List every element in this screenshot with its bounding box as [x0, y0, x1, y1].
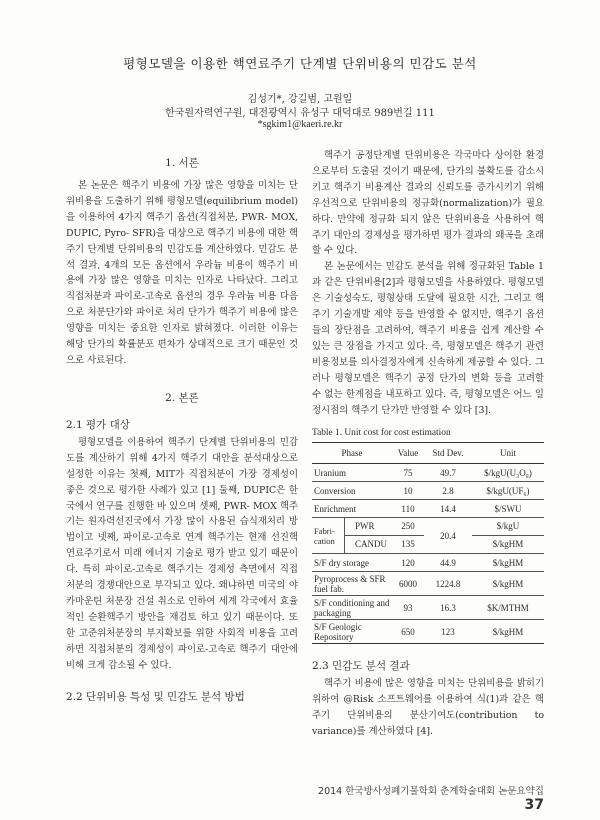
cell-std: 49.7 [424, 464, 472, 482]
section-2-heading: 2. 본론 [165, 391, 199, 404]
col-header-phase: Phase [312, 443, 392, 464]
cell-value: 110 [392, 500, 424, 518]
cell-fab-units [472, 518, 544, 554]
cell-phase: S/F conditioning and packaging [312, 596, 392, 620]
col-header-unit: Unit [472, 443, 544, 464]
section-2-3-paragraph: 핵주기 비용에 많은 영향을 미치는 단위비용을 밝히기 위하여 @Risk 소프트웨어를 이용하여 식(1)과 같은 핵주기 단위비용의 분산기여도(contribution to variance)를 계산하였다 [4]. [312, 678, 544, 738]
table-caption: Table 1. Unit cost for cost estimation [312, 428, 451, 439]
cell-unit: $/kgU(UF₆) [472, 482, 544, 500]
right-paragraph-2: 본 논문에서는 민감도 분석을 위해 정규화된 Table 1과 같은 단위비용[2]과 평형모델을 사용하였다. 평형모델은 기술성숙도, 평형상태 도달에 필요한 시간, 그리고 핵주기 기술개발 제약 등을 반영할 수 없지만, 핵주기 옵션들의 장단점을 고려하여, 핵주기 비용을 쉽게 계산할 수 있는 큰 장점을 가지고 있다. 즉, 평형모델은 핵주기 관련 비용정보를 의사결정자에게 신속하게 제공할 수 있다. 그러나 평형모델은 핵주기 공정 단가의 변화 등을 고려할 수 없는 한계점을 내포하고 있다. 즉, 평형모델은 어느 일정시점의 핵주기 단가만 반영할 수 있다 [3]. [312, 261, 544, 416]
cell-unit: $/kgHM [472, 572, 544, 596]
fab-pwr-label: PWR [345, 518, 392, 536]
footer-proceedings-title: 2014 한국방사성폐기물학회 춘계학술대회 논문요약집 [318, 786, 544, 797]
fab-std: 20.4 [424, 518, 472, 554]
fab-candu-value: 135 [401, 539, 415, 550]
paper-title: 평형모델을 이용한 핵연료주기 단계별 단위비용의 민감도 분석 [123, 56, 477, 71]
fab-pwr-value: 250 [392, 518, 424, 536]
cell-phase: Uranium [312, 464, 392, 482]
table-row [312, 572, 544, 596]
col-header-value: Value [392, 443, 424, 464]
table-row [312, 500, 544, 518]
cell-value: 6000 [392, 572, 424, 596]
fab-candu-label: CANDU [355, 539, 388, 550]
fab-candu-unit: $/kgHM [492, 539, 524, 550]
table-row [312, 554, 544, 572]
affiliation: 한국원자력연구원, 대전광역시 유성구 대덕대로 989번길 111 [165, 108, 435, 119]
section-2-2-heading: 2.2 단위비용 특성 및 민감도 분석 방법 [66, 691, 245, 704]
cell-unit: $K/MTHM [472, 596, 544, 620]
section-1-heading: 1. 서론 [165, 157, 199, 169]
section-2-3-heading: 2.3 민감도 분석 결과 [312, 660, 410, 673]
cell-unit: $/kgHM [472, 620, 544, 644]
cell-std: 14.4 [424, 500, 472, 518]
cell-value: 75 [392, 464, 424, 482]
section-1-paragraph: 본 논문은 핵주기 비용에 가장 많은 영향을 미치는 단위비용을 도출하기 위해 평형모델(equilibrium model)을 이용하여 4가지 핵주기 옵션(직접처분, PWR- MOX, DUPIC, Pyro- SFR)을 대상으로 핵주기 비용에 대한 핵주기 단계별 단위비용의 민감도를 계산하였다. 민감도 분석 결과, 4개의 모든 옵션에서 우라늄 비용이 핵주기 비용에 가장 많은 영향을 미치는 인자로 나타났다. 그리고 직접처분과 파이로-고속로 옵션의 경우 우라늄 비용 다음으로 처분단가와 파이로 처리 단가가 핵주기 비용에 많은 영향을 미치는 중요한 인자로 밝혀졌다. 이러한 이유는 해당 단가의 확률분포 편차가 상대적으로 크기 때문인 것으로 사료된다. [66, 180, 298, 366]
cell-unit: $/SWU [472, 500, 544, 518]
cell-unit: $/kgU(U₃O₈) [472, 464, 544, 482]
fab-pwr-unit: $/kgU [472, 518, 544, 536]
page-footer [300, 783, 544, 813]
cell-unit: $/kgHM [472, 554, 544, 572]
unit-cost-table [312, 442, 544, 644]
left-column [66, 148, 298, 707]
table-row [312, 464, 544, 482]
cell-fab-group [312, 518, 392, 554]
right-paragraph-1: 핵주기 공정단계별 단위비용은 각국마다 상이한 환경으로부터 도출된 것이기 때문에, 단가의 불확도를 감소시키고 핵주기 비용계산 결과의 신뢰도를 증가시키기 위해 우선적으로 단위비용의 정규화(normalization)가 필요하다. 만약에 정규화 되지 않은 단위비용을 사용하여 핵주기 대안의 경제성을 평가하면 평가 결과의 왜곡을 초래할 수 있다. [312, 150, 544, 257]
cell-value: 120 [392, 554, 424, 572]
cell-phase: Pyroprocess & SFR fuel fab. [312, 572, 392, 596]
table-row [312, 482, 544, 500]
cell-std: 16.3 [424, 596, 472, 620]
table-row-fabrication [312, 518, 544, 554]
section-2-1-heading: 2.1 평가 대상 [66, 418, 130, 431]
col-header-std: Std Dev. [424, 443, 472, 464]
cell-value: 10 [392, 482, 424, 500]
cell-std: 123 [424, 620, 472, 644]
cell-std: 44.9 [424, 554, 472, 572]
table-row [312, 620, 544, 644]
cell-phase: Conversion [312, 482, 392, 500]
cell-std: 1224.8 [424, 572, 472, 596]
author-email: *sgkim1@kaeri.re.kr [257, 119, 343, 130]
cell-phase: S/F Geologic Repository [312, 620, 392, 644]
cell-value: 650 [392, 620, 424, 644]
section-2-1-paragraph: 평형모델을 이용하여 핵주기 단계별 단위비용의 민감도를 계산하기 위해 4가지 핵주기 대안을 분석대상으로 설정한 이유는 첫째, MIT가 직접처분이 가장 경제성이 좋은 것으로 평가한 사례가 있고 [1] 둘째, DUPIC은 한국에서 연구를 진행한 바 있으며 셋째, PWR- MOX 핵주기는 원자력선진국에서 가장 많이 사용된 습식재처리 방법이고 넷째, 파이로-고속로 연계 핵주기는 현재 선진핵연료주기로서 미래 에너지 기술로 평가 받고 있기 때문이다. 특히 파이로-고속로 핵주기는 경제성 측면에서 직접처분의 경쟁대안으로 부각되고 있다. 왜냐하면 미국의 야카마운틴 처분장 건설 취소로 인하여 세계 각국에서 효율적인 순환핵주기 방안을 재검토 하고 있기 때문이다. 또한 고준위처분장의 부지확보를 위한 사회적 비용을 고려하면 직접처분의 경제성이 파이로-고속로 핵주기 대안에 비해 크게 감소될 수 있다. [66, 436, 298, 671]
cell-phase: Enrichment [312, 500, 392, 518]
cell-value: 93 [392, 596, 424, 620]
right-column [312, 148, 544, 740]
cell-fab-values [392, 518, 424, 554]
fabrication-label: Fabri-cation [312, 518, 345, 553]
author-list: 김성기*, 강길범, 고원일 [247, 94, 353, 105]
cell-phase: S/F dry storage [312, 554, 392, 572]
cell-std: 2.8 [424, 482, 472, 500]
table-header-row [312, 443, 544, 464]
table-row [312, 596, 544, 620]
page-number: 37 [524, 797, 544, 813]
